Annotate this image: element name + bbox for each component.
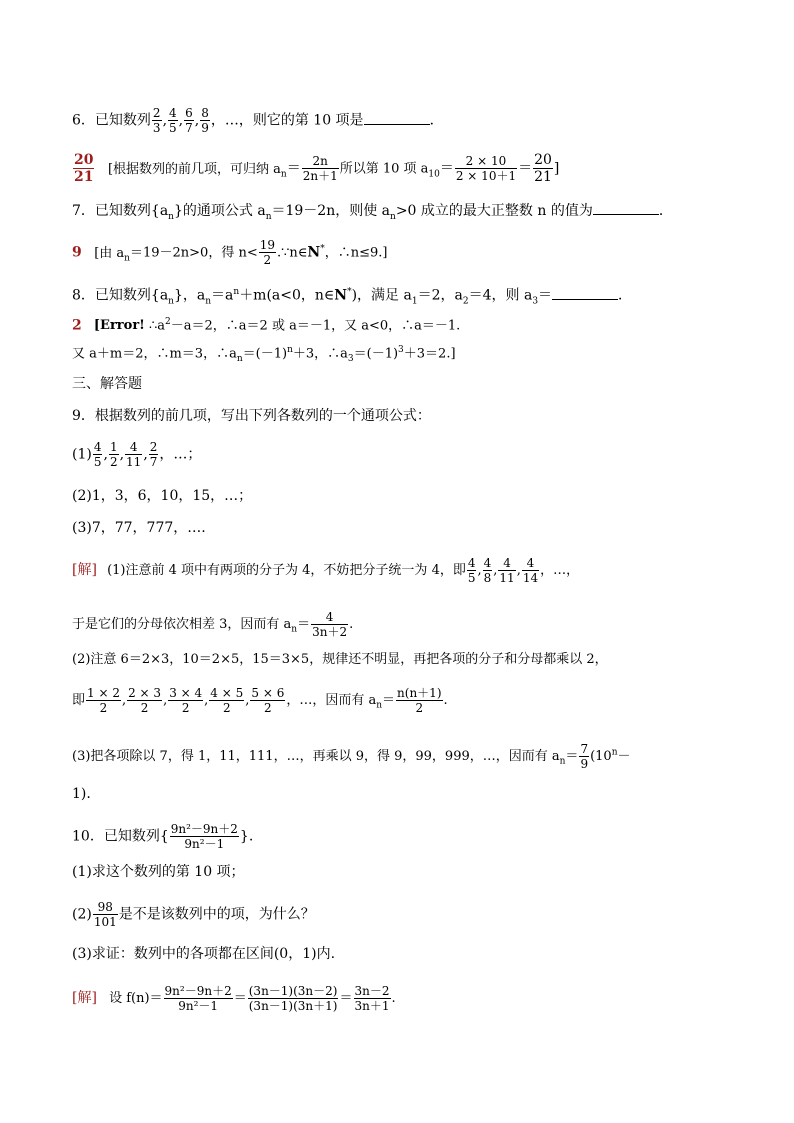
question-7: 7．已知数列$\{a_n\}$的通项公式 $a_n=19-2n$，则使 $a_n>0$ 成立的最大正整数 n 的值为 ．: [72, 200, 673, 227]
fraction: $\frac{n(n+1)}{2}$: [397, 686, 442, 715]
fraction: $\frac{4}{3n+2}$: [312, 610, 348, 639]
answer-blank: [593, 200, 659, 215]
section-heading: 三、解答题: [72, 376, 142, 392]
fraction: $\frac{3 \times 4}{2}$: [169, 686, 203, 715]
question-9-part-2: (2)1，3，6，10，15，…；: [72, 488, 253, 504]
fraction: $\frac{8}{9}$: [201, 106, 209, 135]
answer-6: $\frac{20}{21}$ [根据数列的前几项，可归纳 $a_n=$ $\frac{2n}{2n+1}$ 所以第 10 项 $a_{10}=$ $\frac{2 \times 10}{2 \times 10+1}$ ＝ $\frac{20}{21}$ ]: [74, 152, 560, 185]
solution-9-line-4: 即 $\frac{1 \times 2}{2}$ , $\frac{2 \times 3}{2}$ , $\frac{3 \times 4}{2}$ , $\frac{4 \times 5}{2}$ , $\frac{5 \times 6}{2}$ ，…，因而有 $a_n=$ $\frac{n(n+1)}{2}$ .: [72, 686, 448, 715]
question-9-stem: 9．根据数列的前几项，写出下列各数列的一个通项公式：: [72, 408, 431, 424]
fraction: $\frac{20}{21}$: [534, 152, 552, 185]
fraction: $\frac{2n}{2n+1}$: [302, 154, 338, 183]
answer-8-line-2: 又 a＋m＝2，∴m＝3，$\therefore a_n=(-1)^n+3$，$\therefore a_3=(-1)^3+3=2$.]: [72, 345, 456, 364]
answer-value: $\frac{20}{21}$: [74, 152, 94, 185]
solution-9-line-1: [解] (1)注意前 4 项中有两项的分子为 4，不妨把分子统一为 4，即 $\frac{4}{5}$ , $\frac{4}{8}$ , $\frac{4}{11}$ , $\frac{4}{14}$ ，…，: [72, 556, 580, 585]
solution-9-line-6: 1).: [72, 786, 91, 802]
fraction: $\frac{4}{8}$: [483, 556, 492, 585]
fraction: $\frac{4}{11}$: [499, 556, 515, 585]
fraction: $\frac{98}{101}$: [93, 900, 117, 929]
fraction: $\frac{1 \times 2}{2}$: [87, 686, 120, 715]
fraction: $\frac{19}{2}$: [259, 238, 275, 267]
answer-blank: [364, 110, 430, 125]
solution-9-line-2: 于是它们的分母依次相差 3，因而有 $a_n=$ $\frac{4}{3n+2}$ .: [72, 610, 354, 639]
solution-9-line-5: (3)把各项除以 7，得 1，11，111，…，再乘以 9，得 9，99，999，…，因而有 $a_n=$ $\frac{7}{9}$ ($10^n-$: [72, 742, 631, 771]
fraction: $\frac{4}{5}$: [93, 440, 102, 469]
question-6: 6．已知数列 $\frac{2}{3}$ , $\frac{4}{5}$ , $\frac{6}{7}$ , $\frac{8}{9}$ ，…，则它的第 10 项是 ．: [72, 106, 444, 135]
fraction: $\frac{4}{5}$: [169, 106, 177, 135]
question-9-part-3: (3)7，77，777，….: [72, 520, 206, 536]
question-10-stem: 10．已知数列{ $\frac{\text{9n²－9n＋2}}{\text{9n²－1}}$ }.: [72, 822, 254, 851]
fraction: $\frac{\text{9n²－9n＋2}}{\text{9n²－1}}$: [170, 822, 238, 851]
fraction: $\frac{2}{3}$: [152, 106, 161, 135]
fraction: $\frac{4}{14}$: [522, 556, 539, 585]
fraction: $\frac{7}{9}$: [580, 742, 589, 771]
fraction: $\frac{3n-2}{3n+1}$: [354, 984, 390, 1013]
answer-7: 9 [由 $a_n=19-2n>0$，得 n< $\frac{19}{2}$ .∵n∈N*，∴n≤9.]: [72, 238, 388, 267]
fraction: $\frac{2 \times 10}{2 \times 10+1}$: [455, 154, 517, 183]
question-10-part-1: (1)求这个数列的第 10 项；: [72, 864, 245, 880]
question-8: 8．已知数列$\{a_n\}$，$a_n=a^n+m(a<0$，n∈N*)，满足 $a_1=2$，$a_2=4$，则 $a_3=$ ．: [72, 282, 632, 311]
question-10-part-3: (3)求证：数列中的各项都在区间(0，1)内.: [72, 946, 336, 962]
fraction: $\frac{1}{2}$: [109, 440, 118, 469]
fraction: $\frac{\text{9n²－9n＋2}}{\text{9n²－1}}$: [164, 984, 232, 1013]
question-9-part-1: (1) $\frac{4}{5}$ , $\frac{1}{2}$ , $\frac{4}{11}$ , $\frac{2}{7}$ ，…；: [72, 440, 202, 469]
fraction: $\frac{(3n-1)(3n-2)}{(3n-1)(3n+1)}$: [248, 984, 338, 1013]
question-10-part-2: (2) $\frac{98}{101}$ 是不是该数列中的项，为什么？: [72, 900, 315, 929]
fraction: $\frac{5 \times 6}{2}$: [251, 686, 285, 715]
solution-9-line-3: (2)注意 6＝2×3，10＝2×5，15＝3×5，规律还不明显，再把各项的分子和分母都乘以 2，: [72, 652, 608, 667]
fraction: $\frac{2}{7}$: [149, 440, 158, 469]
fraction: $\frac{2 \times 3}{2}$: [128, 686, 162, 715]
fraction: $\frac{4}{5}$: [467, 556, 476, 585]
fraction: $\frac{6}{7}$: [185, 106, 193, 135]
solution-10: [解] 设 f(n)＝ $\frac{\text{9n²－9n＋2}}{\text{9n²－1}}$ ＝ $\frac{(3n-1)(3n-2)}{(3n-1)(3n+1)}$ ＝ $\frac{3n-2}{3n+1}$ .: [72, 984, 396, 1013]
fraction: $\frac{4}{11}$: [126, 440, 142, 469]
answer-8-line-1: 2 [Error! $\therefore a^2-a=2$，∴a＝2 或 a＝－1，又 a<0，∴a＝－1.: [72, 317, 461, 334]
fraction: $\frac{4 \times 5}{2}$: [210, 686, 244, 715]
answer-blank: [552, 285, 618, 300]
